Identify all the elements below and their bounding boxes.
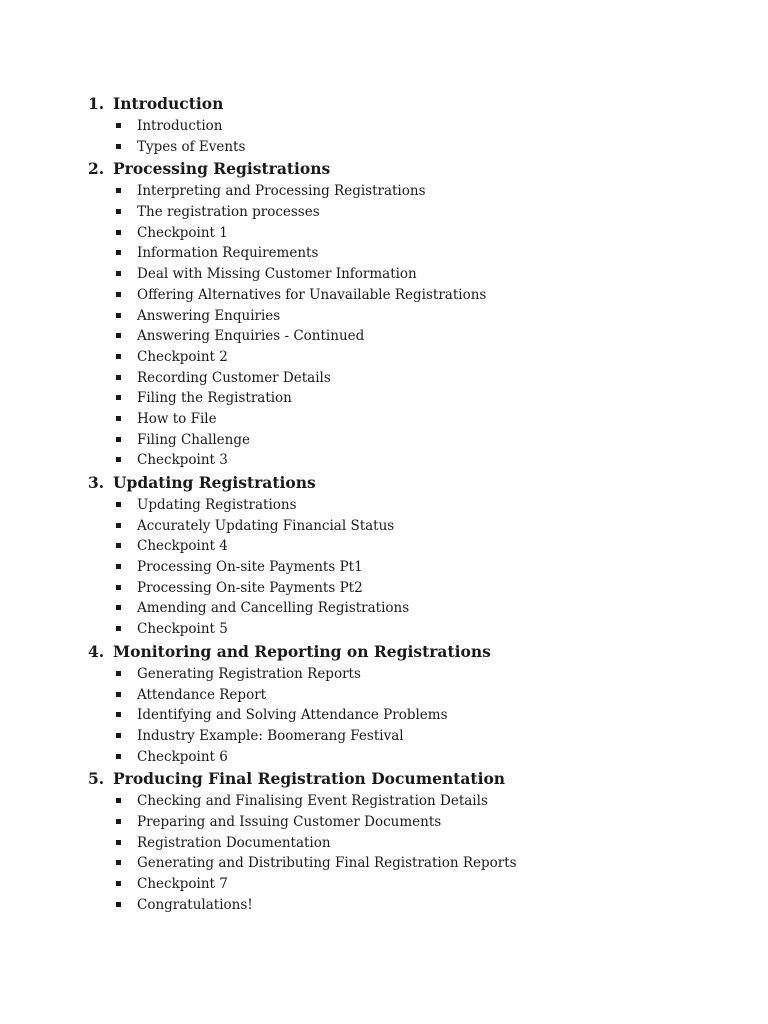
list-item-label: Amending and Cancelling Registrations (137, 600, 410, 617)
section-title: Introduction (113, 94, 224, 113)
list-item (88, 705, 728, 726)
square-bullet-icon (116, 502, 121, 507)
list-item-label: The registration processes (137, 204, 320, 221)
section-number: 1. (88, 94, 105, 113)
square-bullet-icon (116, 292, 121, 297)
list-item-label: Checkpoint 3 (137, 452, 228, 469)
section-item-list (88, 181, 728, 471)
section-heading (88, 92, 728, 116)
section-heading (88, 471, 728, 495)
square-bullet-icon (116, 564, 121, 569)
list-item-label: Generating Registration Reports (137, 665, 361, 682)
list-item (88, 598, 728, 619)
square-bullet-icon (116, 416, 121, 421)
square-bullet-icon (116, 712, 121, 717)
list-item (88, 223, 728, 244)
section-number: 4. (88, 641, 105, 661)
list-item (88, 326, 728, 347)
section-title: Producing Final Registration Documentation (113, 769, 506, 789)
list-item-label: Information Requirements (137, 245, 319, 262)
square-bullet-icon (116, 395, 121, 400)
list-item (88, 557, 728, 578)
section-item-list (88, 116, 728, 157)
list-item (88, 368, 728, 389)
list-item-label: Processing On-site Payments Pt2 (137, 579, 363, 596)
square-bullet-icon (116, 798, 121, 803)
list-item (88, 495, 728, 516)
list-item-label: Identifying and Solving Attendance Problems (137, 707, 448, 724)
section-title: Updating Registrations (113, 473, 316, 492)
square-bullet-icon (116, 144, 121, 149)
list-item (88, 685, 728, 706)
square-bullet-icon (116, 123, 121, 128)
list-item-label: Types of Events (137, 138, 246, 155)
list-item (88, 726, 728, 747)
section-heading (88, 157, 728, 181)
section-title: Monitoring and Reporting on Registrations (113, 641, 491, 661)
toc-section (88, 471, 728, 640)
square-bullet-icon (116, 188, 121, 193)
toc-section (88, 157, 728, 471)
section-item-list (88, 791, 728, 915)
square-bullet-icon (116, 543, 121, 548)
list-item-label: Offering Alternatives for Unavailable Registrations (137, 286, 487, 303)
square-bullet-icon (116, 733, 121, 738)
list-item-label: Accurately Updating Financial Status (137, 517, 395, 534)
square-bullet-icon (116, 333, 121, 338)
list-item (88, 812, 728, 833)
toc-section (88, 767, 728, 915)
square-bullet-icon (116, 230, 121, 235)
square-bullet-icon (116, 313, 121, 318)
list-item (88, 137, 728, 158)
square-bullet-icon (116, 881, 121, 886)
section-heading (88, 767, 728, 791)
square-bullet-icon (116, 523, 121, 528)
section-number: 5. (88, 769, 105, 789)
square-bullet-icon (116, 271, 121, 276)
list-item (88, 306, 728, 327)
list-item-label: Updating Registrations (137, 497, 297, 513)
list-item-label: Congratulations! (137, 896, 253, 913)
list-item-label: Checkpoint 4 (137, 538, 228, 555)
square-bullet-icon (116, 437, 121, 442)
list-item-label: Processing On-site Payments Pt1 (137, 559, 363, 576)
section-item-list (88, 495, 728, 640)
square-bullet-icon (116, 819, 121, 824)
square-bullet-icon (116, 585, 121, 590)
square-bullet-icon (116, 902, 121, 907)
list-item-label: Attendance Report (137, 686, 267, 703)
list-item (88, 116, 728, 137)
list-item-label: Answering Enquiries (137, 307, 281, 324)
list-item-label: Preparing and Issuing Customer Documents (137, 813, 442, 830)
list-item-label: Checking and Finalising Event Registration Details (137, 793, 488, 810)
section-number: 2. (88, 159, 105, 179)
square-bullet-icon (116, 250, 121, 255)
list-item (88, 536, 728, 557)
list-item (88, 516, 728, 537)
list-item (88, 430, 728, 451)
section-heading (88, 640, 728, 664)
list-item-label: Checkpoint 6 (137, 748, 228, 765)
list-item (88, 619, 728, 640)
square-bullet-icon (116, 754, 121, 759)
toc-section (88, 640, 728, 767)
list-item-label: Checkpoint 1 (137, 224, 228, 241)
list-item-label: Introduction (137, 118, 223, 134)
list-item-label: Filing Challenge (137, 431, 250, 448)
list-item-label: How to File (137, 410, 217, 427)
square-bullet-icon (116, 457, 121, 462)
list-item (88, 285, 728, 306)
list-item-label: Industry Example: Boomerang Festival (137, 727, 404, 744)
list-item (88, 202, 728, 223)
square-bullet-icon (116, 840, 121, 845)
list-item (88, 264, 728, 285)
list-item (88, 874, 728, 895)
list-item (88, 853, 728, 874)
list-item (88, 747, 728, 768)
list-item (88, 243, 728, 264)
list-item-label: Interpreting and Processing Registrations (137, 183, 426, 200)
section-number: 3. (88, 473, 105, 492)
list-item-label: Filing the Registration (137, 390, 292, 407)
section-item-list (88, 664, 728, 767)
list-item (88, 578, 728, 599)
list-item-label: Deal with Missing Customer Information (137, 266, 417, 283)
square-bullet-icon (116, 375, 121, 380)
list-item (88, 388, 728, 409)
square-bullet-icon (116, 860, 121, 865)
list-item (88, 450, 728, 471)
list-item (88, 791, 728, 812)
list-item-label: Checkpoint 2 (137, 348, 228, 365)
list-item-label: Generating and Distributing Final Registration Reports (137, 855, 517, 872)
square-bullet-icon (116, 626, 121, 631)
toc-section (88, 92, 728, 157)
list-item-label: Checkpoint 5 (137, 621, 228, 638)
square-bullet-icon (116, 605, 121, 610)
list-item (88, 664, 728, 685)
square-bullet-icon (116, 671, 121, 676)
list-item-label: Answering Enquiries - Continued (137, 328, 365, 345)
square-bullet-icon (116, 354, 121, 359)
list-item-label: Checkpoint 7 (137, 876, 228, 892)
list-item (88, 181, 728, 202)
square-bullet-icon (116, 692, 121, 697)
square-bullet-icon (116, 209, 121, 214)
list-item (88, 833, 728, 854)
list-item (88, 409, 728, 430)
list-item-label: Registration Documentation (137, 834, 331, 851)
list-item (88, 347, 728, 368)
section-title: Processing Registrations (113, 159, 331, 179)
table-of-contents (88, 92, 728, 915)
list-item-label: Recording Customer Details (137, 369, 331, 386)
list-item (88, 895, 728, 916)
